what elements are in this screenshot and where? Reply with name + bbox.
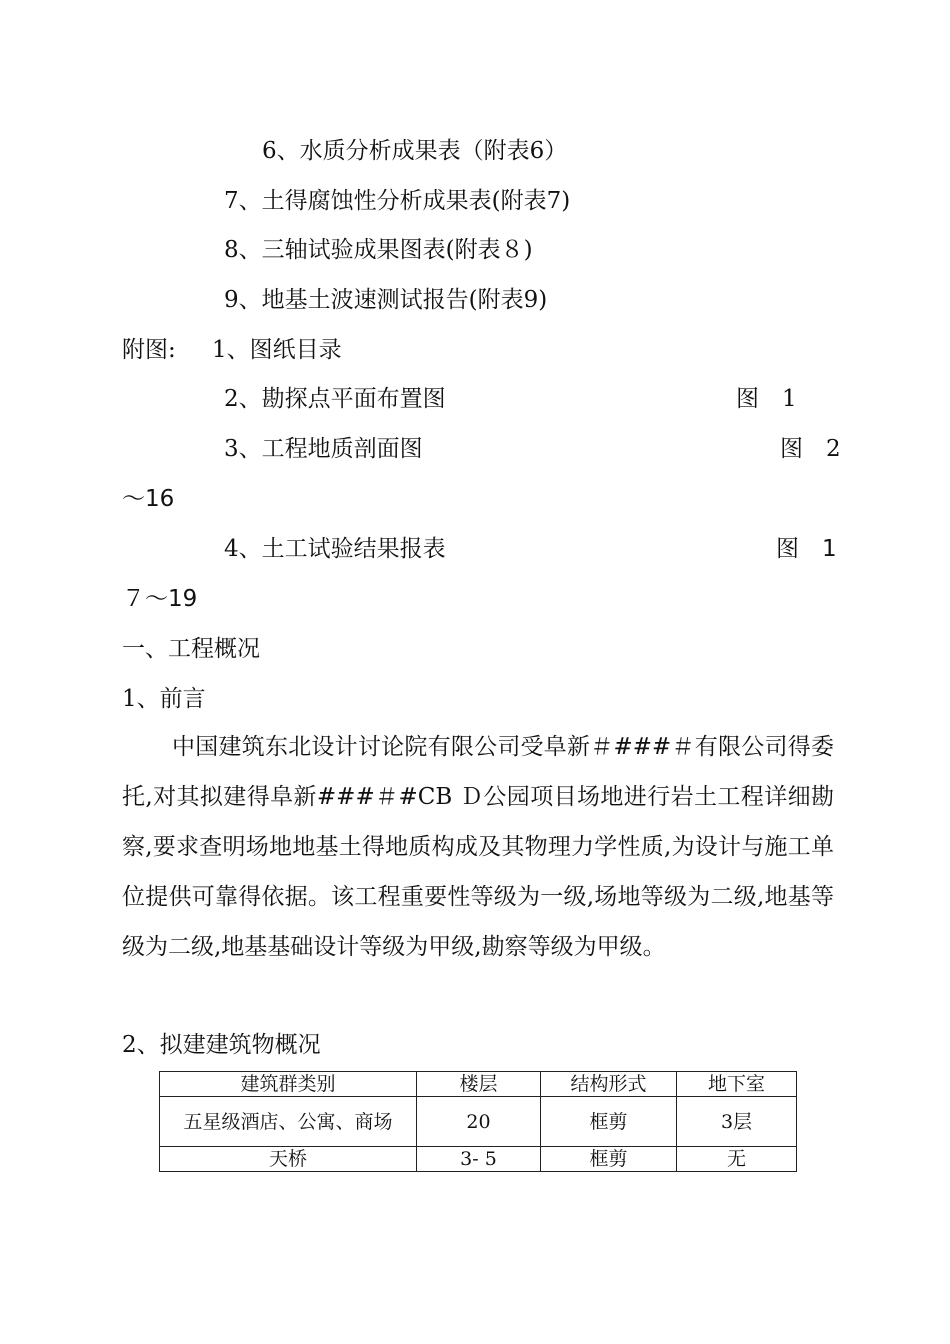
table-cell: 无	[677, 1147, 797, 1172]
table-cell: 20	[417, 1097, 541, 1147]
subsection-heading-buildings: 2、拟建建筑物概况	[122, 1032, 321, 1058]
appendix-table-6: 6、水质分析成果表（附表6）	[262, 138, 568, 164]
table-cell: 五星级酒店、公寓、商场	[160, 1097, 417, 1147]
appendix-table-9: 9、地基土波速测试报告(附表9)	[224, 287, 548, 313]
table-header: 楼层	[417, 1072, 541, 1097]
figure-item-3-ref: 图 2	[780, 436, 841, 462]
table-header-row	[160, 1072, 797, 1097]
figure-item-4-ref: 图 1	[776, 536, 837, 562]
appendix-figures-label: 附图:	[122, 337, 176, 363]
figure-item-4: 4、土工试验结果报表	[224, 536, 446, 562]
table-header: 建筑群类别	[160, 1072, 417, 1097]
appendix-table-7: 7、土得腐蚀性分析成果表(附表7)	[224, 188, 571, 214]
appendix-table-8: 8、三轴试验成果图表(附表８)	[224, 237, 533, 263]
figure-item-2-ref: 图 1	[736, 386, 797, 412]
figure-item-1: 1、图纸目录	[212, 337, 342, 363]
figure-item-3-cont: ～16	[122, 486, 175, 512]
table-header: 结构形式	[541, 1072, 677, 1097]
figure-item-4-cont: ７～19	[122, 586, 198, 612]
preface-paragraph: 中国建筑东北设计讨论院有限公司受阜新＃###＃有限公司得委托,对其拟建得阜新###＃#CB Ｄ公园项目场地进行岩土工程详细勘察,要求查明场地地基土得地质构成及其物理力学性质,为设计与施工单位提供可靠得依据。该工程重要性等级为一级,场地等级为二级,地基等级为二级,地基基础设计等级为甲级,勘察等级为甲级。	[122, 734, 834, 960]
table-row	[160, 1147, 797, 1172]
table-header: 地下室	[677, 1072, 797, 1097]
table-cell: 天桥	[160, 1147, 417, 1172]
table-cell: 框剪	[541, 1097, 677, 1147]
section-heading: 一、工程概况	[122, 636, 260, 662]
building-table	[159, 1071, 797, 1172]
figure-item-2: 2、勘探点平面布置图	[224, 386, 446, 412]
table-cell: 3层	[677, 1097, 797, 1147]
table-row	[160, 1097, 797, 1147]
table-cell: 3- 5	[417, 1147, 541, 1172]
table-cell: 框剪	[541, 1147, 677, 1172]
figure-item-3: 3、工程地质剖面图	[224, 436, 423, 462]
subsection-heading-preface: 1、前言	[122, 686, 206, 712]
